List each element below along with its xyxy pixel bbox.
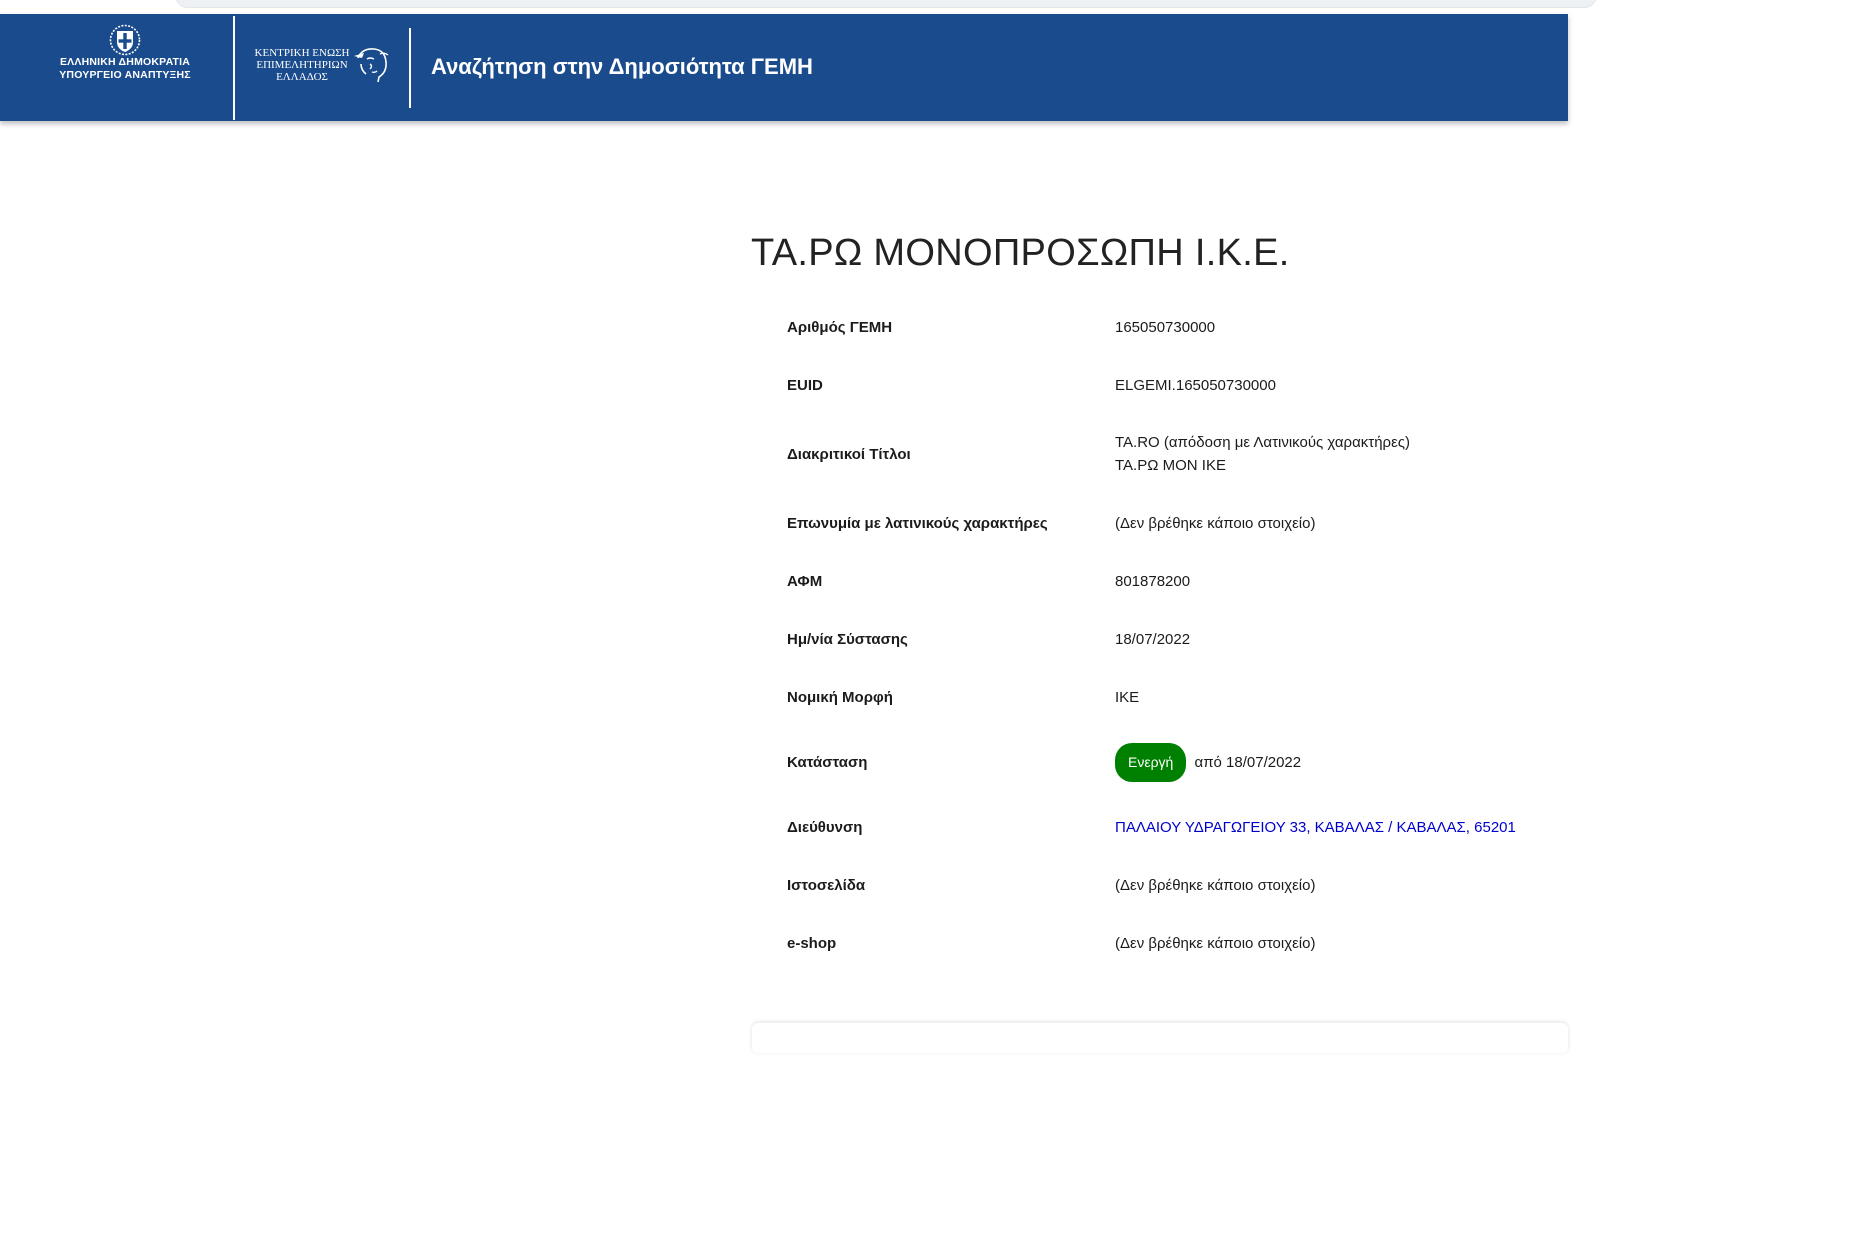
status-value	[1115, 743, 1301, 782]
detail-row-legal-form	[787, 668, 1557, 726]
detail-label: Διακριτικοί Τίτλοι	[787, 445, 911, 463]
app-title: Αναζήτηση στην Δημοσιότητα ΓΕΜΗ	[431, 54, 813, 79]
detail-row-address	[787, 798, 1557, 856]
chambers-logo[interactable]	[248, 32, 398, 102]
ministry-logo[interactable]	[30, 24, 220, 104]
distinctive-title-latin: TA.RO (απόδοση με Λατινικούς χαρακτήρες)	[1115, 434, 1410, 451]
company-details-table	[787, 298, 1557, 972]
euid-value: ELGEMI.165050730000	[1115, 376, 1276, 394]
address-value	[1115, 816, 1516, 839]
detail-row-vat-number	[787, 552, 1557, 610]
distinctive-titles-value	[1115, 431, 1410, 477]
incorporation-date-value: 18/07/2022	[1115, 630, 1191, 648]
detail-row-incorporation-date	[787, 610, 1557, 668]
bottom-card-edge	[752, 1023, 1568, 1053]
ministry-logo-line2: ΥΠΟΥΡΓΕΙΟ ΑΝΑΠΤΥΞΗΣ	[59, 69, 191, 81]
detail-label: Ιστοσελίδα	[787, 876, 866, 894]
header-divider	[233, 16, 235, 120]
detail-label: Αριθμός ΓΕΜΗ	[787, 318, 893, 336]
site-header	[0, 14, 1568, 121]
status-badge: Ενεργή	[1115, 743, 1186, 782]
gemi-number-value: 165050730000	[1115, 318, 1216, 336]
detail-label: ΑΦΜ	[787, 572, 823, 590]
company-name: ΤΑ.ΡΩ ΜΟΝΟΠΡΟΣΩΠΗ Ι.Κ.Ε.	[751, 232, 1290, 274]
header-divider	[409, 28, 411, 108]
detail-label: Κατάσταση	[787, 753, 868, 771]
detail-label: Διεύθυνση	[787, 818, 863, 836]
detail-label: Ημ/νία Σύστασης	[787, 630, 908, 648]
address-link[interactable]: ΠΑΛΑΙΟΥ ΥΔΡΑΓΩΓΕΙΟΥ 33, ΚΑΒΑΛΑΣ / ΚΑΒΑΛΑΣ, 65201	[1115, 818, 1516, 836]
distinctive-title-greek: ΤΑ.ΡΩ ΜΟΝ ΙΚΕ	[1115, 457, 1226, 474]
detail-label: EUID	[787, 376, 823, 394]
status-since: από 18/07/2022	[1194, 753, 1302, 771]
detail-label: e-shop	[787, 934, 837, 952]
detail-row-distinctive-titles	[787, 414, 1557, 494]
legal-form-value: ΙΚΕ	[1115, 688, 1140, 706]
detail-row-status	[787, 726, 1557, 798]
greek-emblem-icon	[107, 24, 143, 56]
detail-row-latin-name	[787, 494, 1557, 552]
chambers-logo-line3: ΕΛΛΑΔΟΣ	[276, 71, 328, 83]
detail-label: Νομική Μορφή	[787, 688, 893, 706]
detail-row-website	[787, 856, 1557, 914]
ministry-logo-line1: ΕΛΛΗΝΙΚΗ ΔΗΜΟΚΡΑΤΙΑ	[59, 56, 191, 68]
website-value: (Δεν βρέθηκε κάποιο στοιχείο)	[1115, 876, 1316, 894]
eshop-value: (Δεν βρέθηκε κάποιο στοιχείο)	[1115, 934, 1316, 952]
latin-name-value: (Δεν βρέθηκε κάποιο στοιχείο)	[1115, 514, 1316, 532]
detail-row-euid	[787, 356, 1557, 414]
chambers-logo-line2: ΕΠΙΜΕΛΗΤΗΡΙΩΝ	[256, 59, 348, 71]
vat-number-value: 801878200	[1115, 572, 1191, 590]
browser-top-strip	[0, 0, 1568, 14]
detail-label: Επωνυμία με λατινικούς χαρακτήρες	[787, 514, 1048, 532]
detail-row-gemi-number	[787, 298, 1557, 356]
detail-row-eshop	[787, 914, 1557, 972]
chambers-logo-line1: ΚΕΝΤΡΙΚΗ ΕΝΩΣΗ	[254, 47, 350, 59]
top-bar-edge	[175, 0, 1597, 8]
hermes-head-icon	[352, 44, 392, 84]
